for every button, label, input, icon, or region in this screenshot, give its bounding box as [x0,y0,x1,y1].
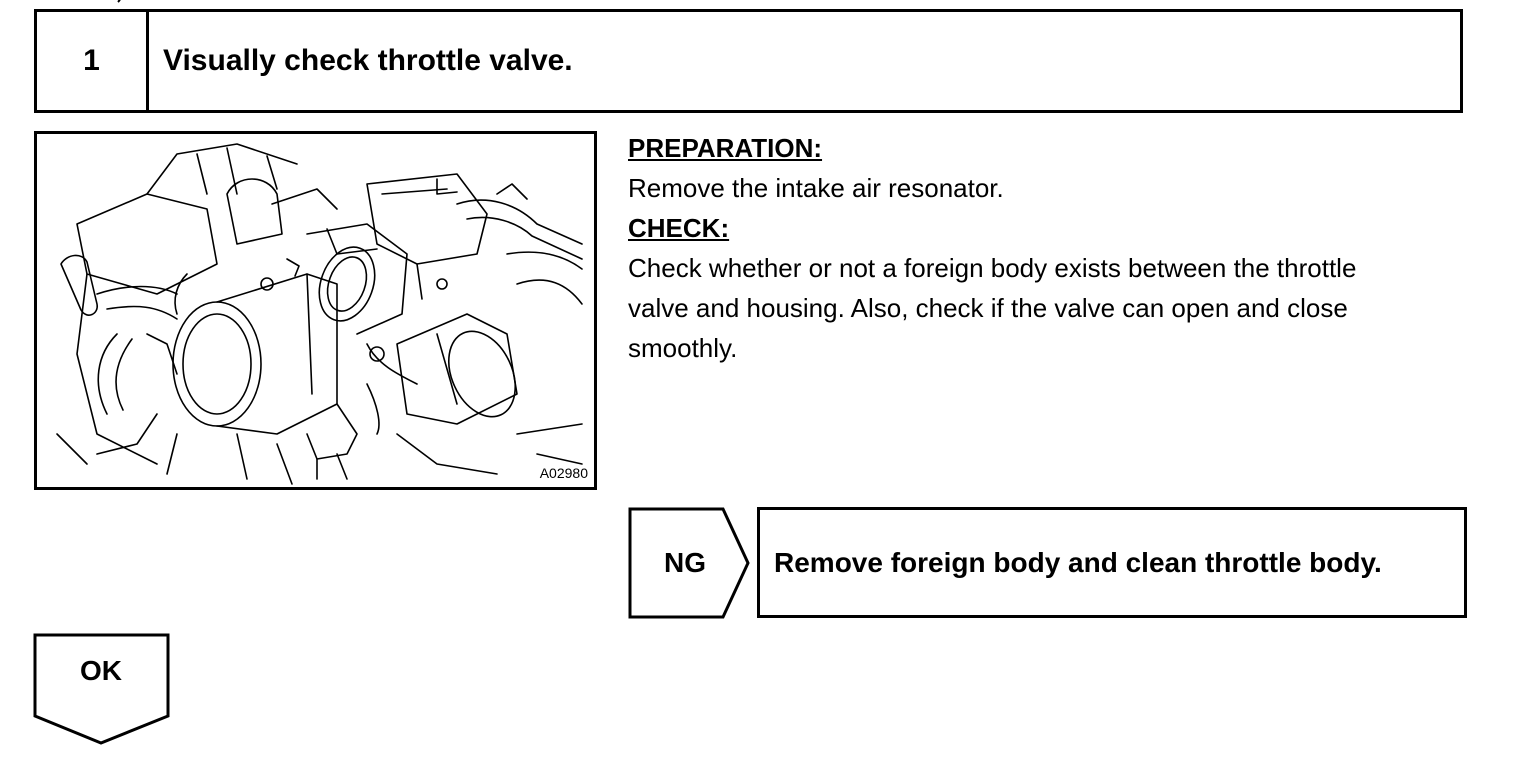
ng-action-box [757,507,1467,618]
check-text-line: valve and housing. Also, check if the valve can open and close [628,293,1348,323]
figure-code: A02980 [539,465,588,481]
ok-result-tag [33,633,171,746]
preparation-heading: PREPARATION: [628,133,823,163]
check-text-line: Check whether or not a foreign body exists between the throttle [628,253,1357,283]
throttle-body-illustration [34,131,597,490]
ok-arrow-shape [33,633,171,746]
engine-line-drawing [37,134,594,487]
ng-action-text: Remove foreign body and clean throttle body. [774,546,1382,578]
step-title: Visually check throttle valve. [163,44,573,77]
ok-label: OK [80,655,122,686]
ng-result-tag [628,507,752,619]
step-number: 1 [37,12,149,110]
instructions-block [628,128,1478,368]
preparation-text: Remove the intake air resonator. [628,173,1004,203]
check-text-line: smoothly. [628,333,738,363]
ng-label: NG [664,547,706,578]
page-fragment-mark [96,0,136,8]
step-header [34,9,1463,113]
check-heading: CHECK: [628,213,730,243]
